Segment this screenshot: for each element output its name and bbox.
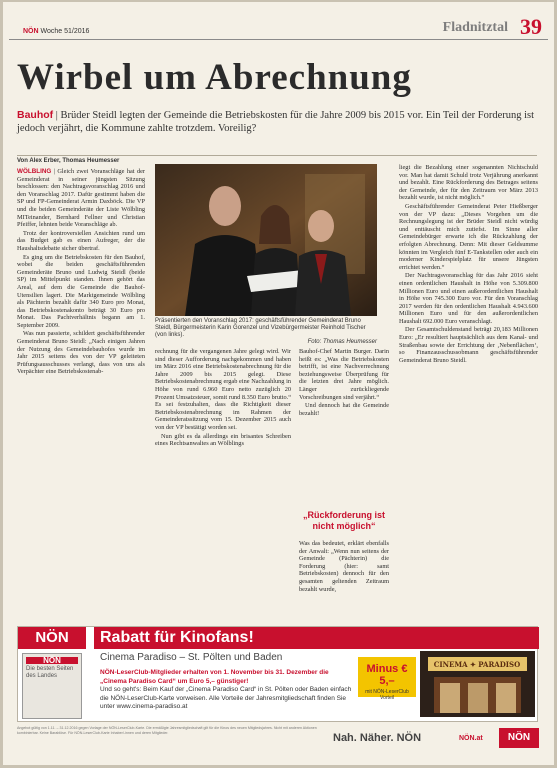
ad-subtitle: Cinema Paradiso – St. Pölten und Baden bbox=[100, 652, 283, 663]
newspaper-thumbnail: NÖN Die besten Seiten des Landes bbox=[22, 653, 82, 719]
ad-offer: NÖN-LeserClub-Mitglieder erhalten von 1. November bis 31. Dezember die „Cinema Paradiso Card“ um Euro 5,– günstiger! bbox=[100, 669, 329, 685]
paragraph: rechnung für die vergangenen Jahre gelegt wird. Wir sind dieser Aufforderung nachgekommen und haben im März 2016 eine Betriebskostenabrechnung für die Jahre 2009 bis 2015 gelegt. Diese Betriebskostenabrechnung ergab eine Nachzahlung in Höhe von rund 6.960 Euro netto zuzüglich 20 Prozent Umsatzsteuer, somit rund 8.350 Euro brutto.“ Es sei festzuhalten, dass die Richtigkeit dieser Betriebskostenabrechnung im Rahmen der Gemeinderatssitzung vom 15. Dezember 2015 auch von der VP bestätigt worden sei. bbox=[155, 348, 291, 431]
divider-bar: | bbox=[55, 110, 61, 121]
paragraph: Geschäftsführender Gemeinderat Peter Hießberger von der VP dazu: „Dieses Vorgehen um die Rechnungslegung ist der Brüder Steidl nicht würdig und enttäuscht mich zutiefst. Im Sinne aller Gemeindebürger erwarte ich die Rückzahlung der erfolgten Abrechnung. Denn: Mit dieser Geldsumme könnten im Vergleich fünf E-Tankstellen oder auch ein moderner Kinderspielplatz für unsere Jüngsten errichtet werden.“ bbox=[399, 202, 538, 271]
advertisement-box[interactable] bbox=[17, 626, 538, 722]
footer-website[interactable]: NÖN.at bbox=[459, 735, 483, 742]
headline: Wirbel um Abrechnung bbox=[17, 57, 412, 98]
article-column-2 bbox=[155, 348, 291, 449]
byline: Von Alex Erber, Thomas Heumesser bbox=[17, 158, 120, 164]
subheading: „Rückforderung ist nicht möglich“ bbox=[302, 510, 385, 531]
newspaper-page bbox=[3, 2, 554, 765]
article-column-3b bbox=[299, 540, 389, 594]
paragraph: Und dennoch hat die Gemeinde bezahlt! bbox=[299, 402, 389, 417]
article-column-1 bbox=[17, 168, 145, 377]
section-title: Fladnitztal bbox=[442, 20, 508, 35]
divider bbox=[17, 155, 537, 156]
cinema-photo bbox=[420, 651, 535, 717]
ad-body bbox=[100, 669, 355, 712]
page-header bbox=[9, 2, 548, 40]
paragraph: Trotz der kontroversiellen Ansichten rund um das Budget gab es einen Aufreger, der die Haushaltsdebatte sicher übertraf. bbox=[17, 229, 145, 252]
paragraph: Es ging um die Betriebskosten für den Bauhof, wobei die beiden geschäftsführenden Gemeinderäte Bruno und Ludwig Steidl (beide SP) im Mittelpunkt standen. Ihnen gehört das Areal, auf dem die Gemeinde die Bauhof-Utensilien lagert. Die Marktgemeinde Wölbling als Pächterin bezahlt dafür 340 Euro pro Monat, das Betriebskostenakonto beträgt 30 Euro pro Monat. Das Pachtverhältnis begann am 1. September 2009. bbox=[17, 253, 145, 329]
kicker: Bauhof bbox=[17, 109, 54, 121]
article-column-4 bbox=[399, 164, 538, 365]
svg-text:CINEMA ✦ PARADISO: CINEMA ✦ PARADISO bbox=[433, 660, 521, 669]
paragraph: Nun gibt es da allerdings ein brisantes Schreiben eines Rechtsanwaltes an Wölblings bbox=[155, 432, 291, 448]
photo-credit: Foto: Thomas Heumesser bbox=[307, 339, 377, 345]
lead-paragraph bbox=[17, 109, 537, 135]
paragraph: WÖLBLING | Gleich zwei Voranschläge hat der Gemeinderat in seiner jüngsten Sitzung beschlossen: den Nachtragsvoranschlag 2016 und den Voranschlag 2017. Dafür gestimmt haben die SP und FP-Gemeinderat Armin Daxböck. Die VP und die beiden Gemeinderäte der Liste Wölbling MITeinander, Bernhard Fellner und Christian Pfeiffer, lehnten beide Voranschläge ab. bbox=[17, 168, 145, 229]
paragraph: liegt die Bezahlung einer sogenannten Nichtschuld vor. Man hat damit Schuld trotz Verjährung anerkannt und bezahlt. Eine Rückforderung des Betrages seitens der Gemeinde, der für den Zeitraum vor März 2013 bezahlt wurde, ist nicht möglich.“ bbox=[399, 164, 538, 202]
issue-label: NÖN Woche 51/2016 bbox=[23, 28, 90, 35]
paragraph: Was nun passierte, schildert geschäftsführender Gemeinderat Bruno Steidl: „Nach einigen Jahren der Nutzung des Gemeindebauhofes wurde im Jahr 2015 seitens des von der VP geleiteten Prüfungsausschusses verlangt, dass von uns als Verpächter eine Betriebskostenab- bbox=[17, 330, 145, 376]
photo-caption: Präsentierten den Voranschlag 2017: geschäftsführender Gemeinderat Bruno Steidl, Bürgermeisterin Karin Gorenzel und Vizebürgermeister Reinhold Tischer (von links). Foto: Thomas Heumesser bbox=[155, 318, 377, 345]
discount-badge: Minus € 5,– mit NÖN-LeserClub Vorteil bbox=[358, 657, 416, 697]
paragraph: Der Nachtragsvoranschlag für das Jahr 2016 sieht einen ordentlichen Haushalt in Höhe von 5.309.800 Millionen Euro und einen außerordentlichen Haushalt in Höhe von 745.300 Euro vor. Für den Voranschlag 2017 werden für den ordentlichen Haushalt 4.943.600 Millionen Euro und für den außerordentlichen Haushalt 692.000 Euro veranschlagt. bbox=[399, 272, 538, 325]
article-photo bbox=[155, 164, 377, 316]
footer-logo: NÖN bbox=[499, 728, 539, 748]
ad-title: Rabatt für Kinofans! bbox=[94, 627, 539, 649]
footer-small-print: Angebot gültig von 1.11. – 31.12.2016 gegen Vorlage der NÖN-LeserClub-Karte. Die ermäßigte Jahresmitgliedschaft gilt für die Kinos des neuen Mitgliedsjahres. Nicht mit anderen Aktionen kombinierbar. Keine Barablöse. Für NÖN-LeserClub-Karte Inhaber/-innen und deren Mitglieder. bbox=[17, 726, 317, 735]
article-column-3 bbox=[299, 348, 389, 418]
paragraph: Bauhof-Chef Martin Burger. Darin heißt es: „Was die Betriebskosten betrifft, ist eine Nachverrechnung beziehungsweise Überprüfung für die letzten drei Jahre möglich. Länger zurückliegende Vorschreibungen sind verjährt.“ bbox=[299, 348, 389, 401]
lead-text: Brüder Steidl legten der Gemeinde die Betriebskosten für die Jahre 2009 bis 2015 vor. Ein Teil der Forderung ist jedoch verjährt, die Kommune zahlte trotzdem. Voreilig? bbox=[17, 110, 535, 134]
dateline: WÖLBLING bbox=[17, 168, 52, 175]
page-number: 39 bbox=[520, 14, 542, 39]
footer-slogan: Nah. Näher. NÖN bbox=[333, 732, 422, 744]
ad-logo: NÖN bbox=[18, 627, 86, 649]
paragraph: Was das bedeutet, erklärt ebenfalls der Anwalt: „Wenn nun seitens der Gemeinde (Pächterin) die Forderung (hier: samt Betriebskosten) dennoch für den gesamten geltenden Zeitraum bezahlt wurde, bbox=[299, 540, 389, 593]
paragraph: Der Gesamtschuldenstand beträgt 20,183 Millionen Euro: „Er resultiert hauptsächlich aus dem Kanal- und Straßenbau sowie der Errichtung der ‚Nebenflächen‘, so Finanzausschussobmann geschäftsführender Gemeinderat Bruno Steidl. bbox=[399, 326, 538, 364]
ad-details: Und so geht's: Beim Kauf der „Cinema Paradiso Card“ in St. Pölten oder Baden einfach die NÖN-LeserClub-Karte vorweisen. Alle Vorteile der Jahresmitgliedschaft finden Sie unter www.cinema-paradiso.at bbox=[100, 686, 352, 711]
